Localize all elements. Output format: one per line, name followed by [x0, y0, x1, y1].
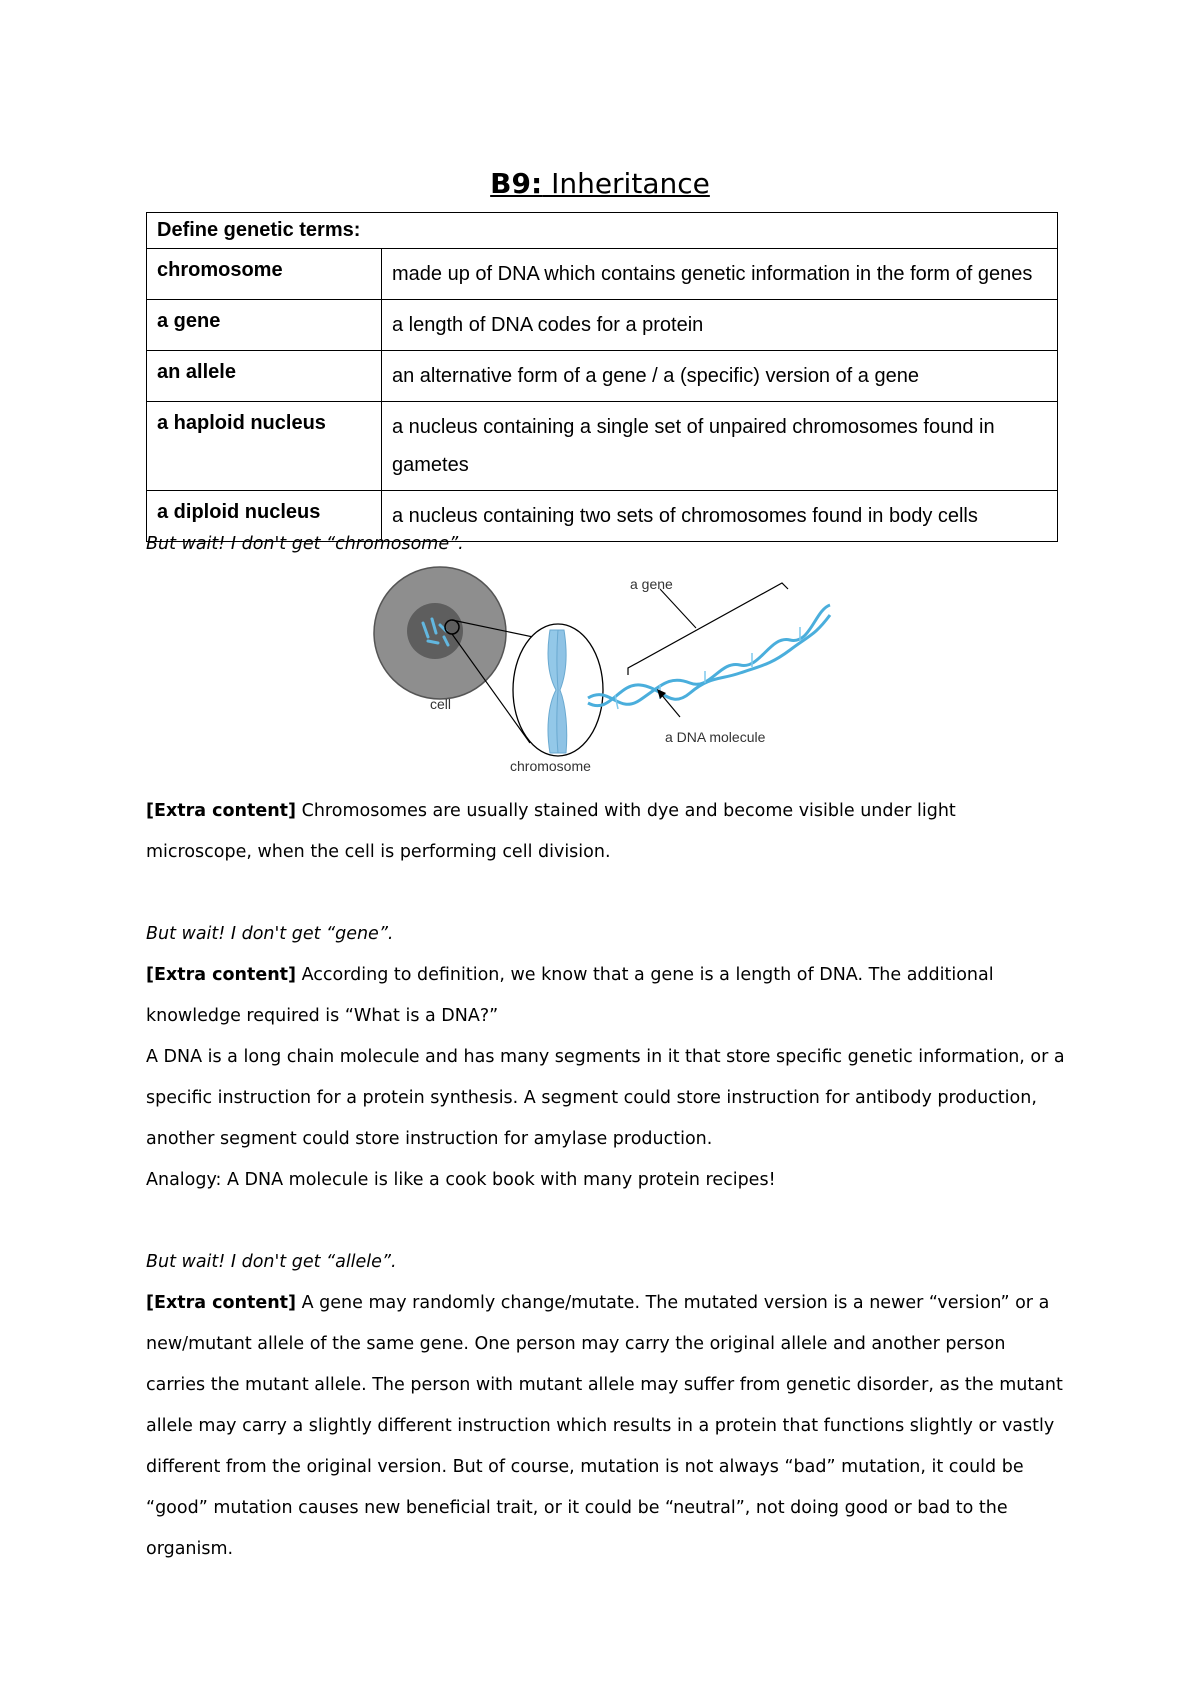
term-cell: a gene [147, 300, 382, 351]
extra-content-tag: [Extra content] [146, 965, 297, 985]
gene-extra-paragraph [146, 955, 1066, 1037]
definition-cell: a nucleus containing two sets of chromosomes found in body cells [382, 491, 1058, 542]
gene-section [146, 914, 1066, 1201]
table-row [147, 300, 1058, 351]
term-cell: a haploid nucleus [147, 402, 382, 491]
extra-content-tag: [Extra content] [146, 1293, 297, 1313]
diagram-cell-label: cell [430, 696, 452, 712]
definition-cell: an alternative form of a gene / a (specific) version of a gene [382, 351, 1058, 402]
page-title [0, 167, 1200, 200]
chromosome-dna-diagram [360, 565, 860, 785]
allele-extra-text: A gene may randomly change/mutate. The mutated version is a newer “version” or a new/mutant allele of the same gene. One person may carry the original allele and another person carries the mutant allele. The person with mutant allele may suffer from genetic disorder, as the mutant allele may carry a slightly different instruction which results in a protein that functions slightly or vastly different from the original version. But of course, mutation is not always “bad” mutation, it could be “good” mutation causes new beneficial trait, or it could be “neutral”, not doing good or bad to the organism. [146, 1293, 1063, 1559]
table-row [147, 351, 1058, 402]
term-cell: chromosome [147, 249, 382, 300]
chromosome-extra-text: Chromosomes are usually stained with dye and become visible under light microscope, when the cell is performing cell division. [146, 801, 956, 862]
table-row [147, 249, 1058, 300]
diagram-chromosome-label: chromosome [510, 758, 591, 774]
term-cell: an allele [147, 351, 382, 402]
gene-extra-text: According to definition, we know that a gene is a length of DNA. The additional knowledge required is “What is a DNA?” [146, 965, 994, 1026]
definition-cell: made up of DNA which contains genetic information in the form of genes [382, 249, 1058, 300]
question-allele: But wait! I don't get “allele”. [146, 1252, 397, 1272]
analogy-paragraph: Analogy: A DNA molecule is like a cook book with many protein recipes! [146, 1170, 776, 1190]
question-chromosome-block [146, 524, 1066, 565]
diagram-dna-label: a DNA molecule [665, 729, 766, 745]
question-chromosome: But wait! I don't get “chromosome”. [146, 534, 464, 554]
definition-cell: a length of DNA codes for a protein [382, 300, 1058, 351]
title-text: Inheritance [542, 166, 710, 200]
question-gene: But wait! I don't get “gene”. [146, 924, 394, 944]
diagram-gene-label: a gene [630, 576, 673, 592]
dna-paragraph: A DNA is a long chain molecule and has many segments in it that store specific genetic information, or a specific instruction for a protein synthesis. A segment could store instruction for antibody production, another segment could store instruction for amylase production. [146, 1047, 1065, 1149]
extra-content-tag: [Extra content] [146, 801, 297, 821]
allele-extra-paragraph [146, 1283, 1066, 1570]
table-header: Define genetic terms: [147, 213, 1058, 249]
table-row [147, 402, 1058, 491]
title-code: B9: [490, 166, 543, 200]
chromosome-extra-block [146, 791, 1066, 873]
genetic-terms-table [146, 212, 1058, 542]
definition-cell: a nucleus containing a single set of unpaired chromosomes found in gametes [382, 402, 1058, 491]
allele-section [146, 1242, 1066, 1570]
chromosome-extra-paragraph [146, 791, 1066, 873]
term-cell: a diploid nucleus [147, 491, 382, 542]
